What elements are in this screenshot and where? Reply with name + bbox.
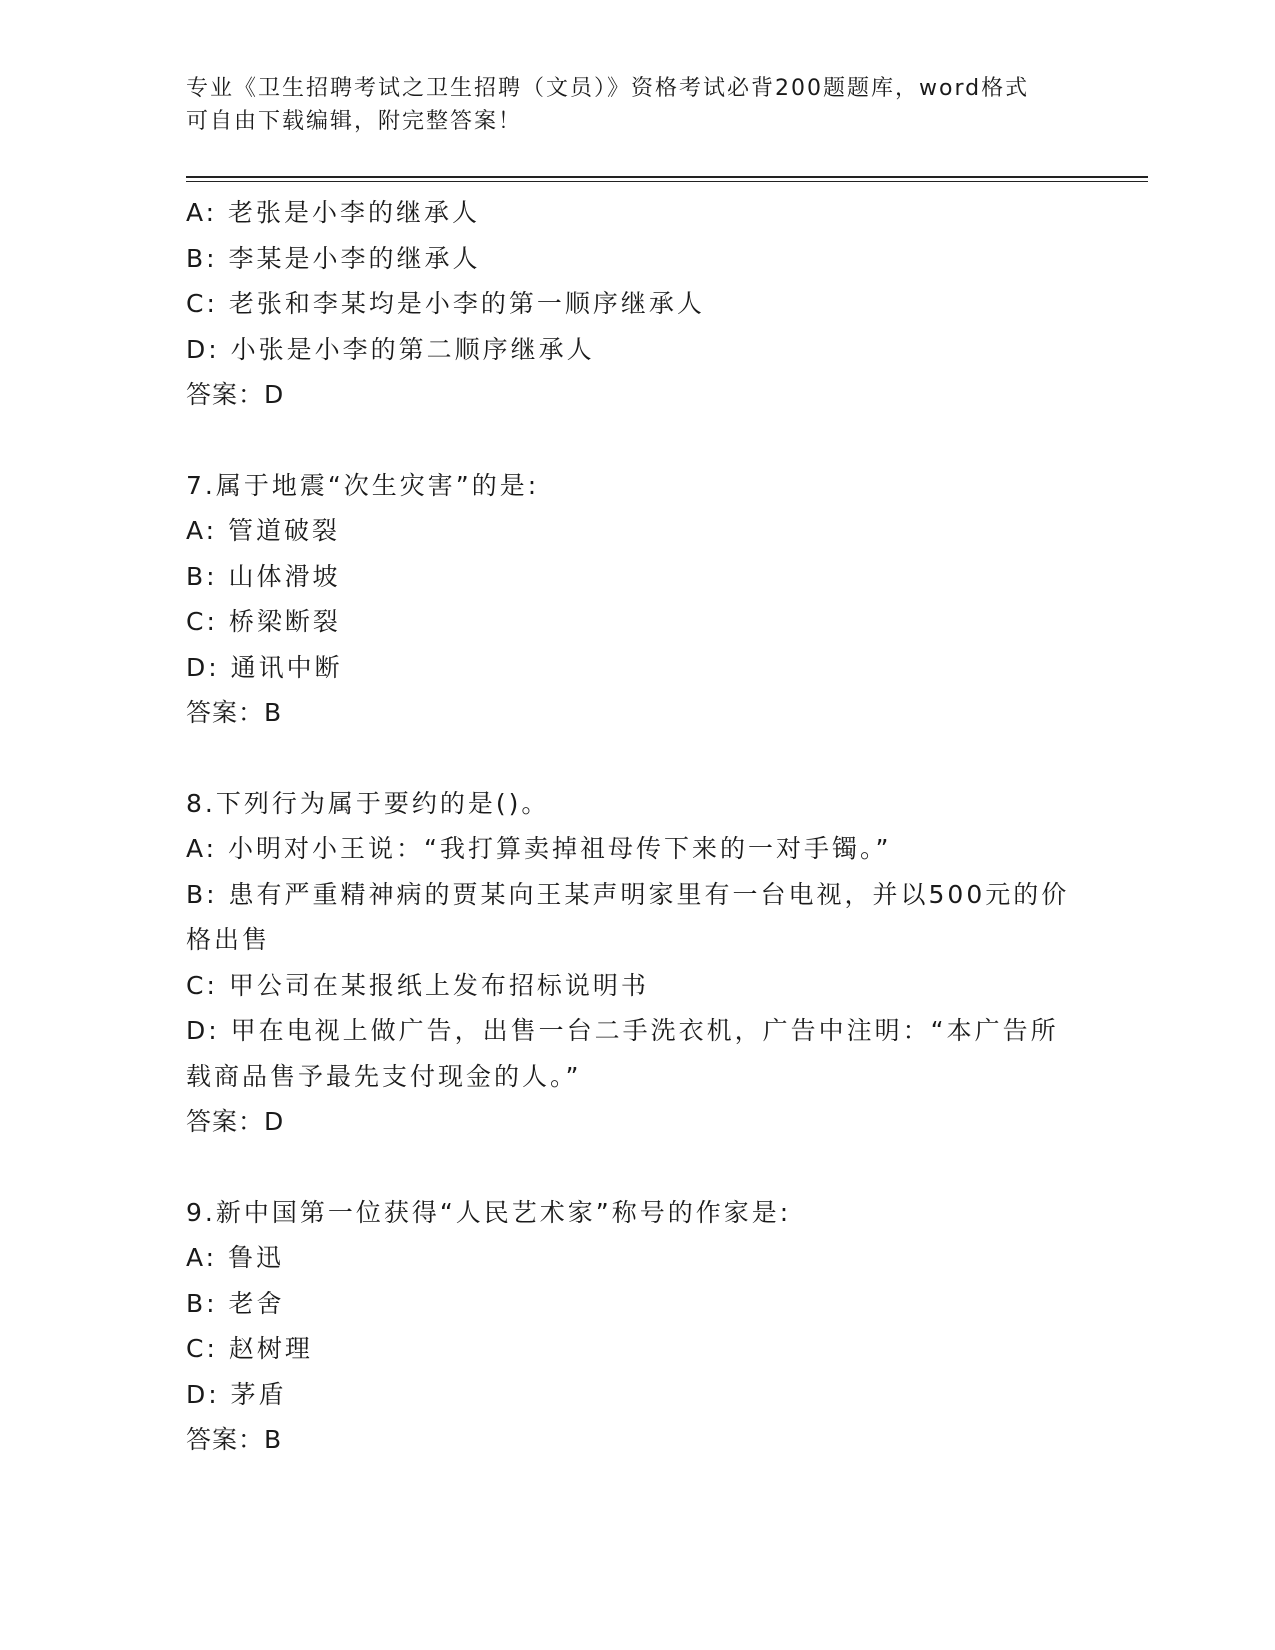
option-c: C: 老张和李某均是小李的第一顺序继承人 [186, 289, 705, 318]
spacer [186, 1145, 1086, 1190]
answer-line: 答案：B [186, 1425, 283, 1454]
option-b: B: 山体滑坡 [186, 561, 341, 591]
option-c: C: 赵树理 [186, 1334, 313, 1363]
header-divider-thin [186, 181, 1148, 182]
option-b: B: 李某是小李的继承人 [186, 243, 481, 273]
option-a: A: 小明对小王说：“我打算卖掉祖母传下来的一对手镯。” [186, 834, 892, 863]
document-header [186, 72, 1086, 138]
question-text: 8.下列行为属于要约的是()。 [186, 788, 550, 818]
option-d: D: 小张是小李的第二顺序继承人 [186, 334, 595, 364]
answer-line: 答案：B [186, 698, 283, 727]
question-text: 7.属于地震“次生灾害”的是: [186, 470, 540, 500]
question-block-9 [186, 1190, 1086, 1463]
option-c: C: 桥梁断裂 [186, 607, 341, 636]
spacer [186, 418, 1086, 463]
option-a: A: 鲁迅 [186, 1243, 285, 1272]
question-text: 9.新中国第一位获得“人民艺术家”称号的作家是: [186, 1197, 792, 1227]
answer-line: 答案：D [186, 1107, 285, 1136]
question-list [186, 190, 1086, 1463]
question-block-6 [186, 190, 1086, 418]
question-block-8 [186, 781, 1086, 1145]
option-d: D: 甲在电视上做广告，出售一台二手洗衣机，广告中注明：“本广告所载商品售予最先支付现金的人。” [186, 1016, 1059, 1091]
header-divider-thick [186, 176, 1148, 178]
option-c: C: 甲公司在某报纸上发布招标说明书 [186, 970, 649, 1000]
option-d: D: 茅盾 [186, 1379, 287, 1409]
option-b: B: 老舍 [186, 1288, 285, 1318]
question-block-7 [186, 463, 1086, 736]
option-a: A: 老张是小李的继承人 [186, 198, 481, 227]
option-a: A: 管道破裂 [186, 516, 341, 545]
header-title-line2: 可自由下载编辑，附完整答案！ [186, 109, 523, 134]
answer-line: 答案：D [186, 380, 285, 409]
option-b: B: 患有严重精神病的贾某向王某声明家里有一台电视，并以500元的价格出售 [186, 879, 1070, 954]
spacer [186, 736, 1086, 781]
header-title-line1: 专业《卫生招聘考试之卫生招聘（文员）》资格考试必背200题题库，word格式 [186, 76, 1030, 101]
option-d: D: 通讯中断 [186, 652, 343, 682]
